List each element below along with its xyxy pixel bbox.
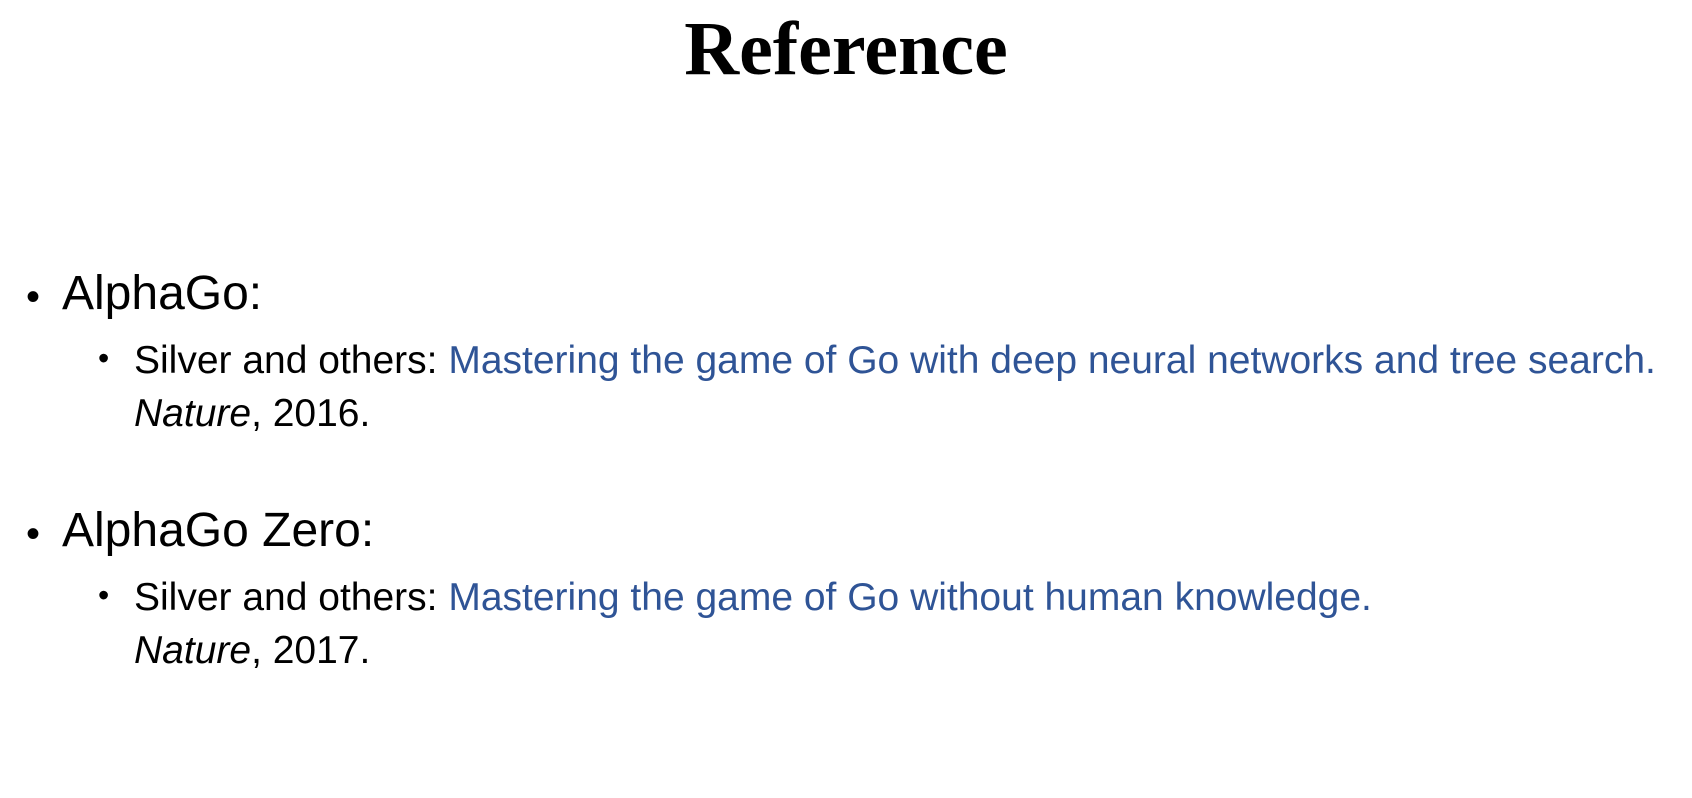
reference-heading: AlphaGo Zero: [62, 504, 375, 557]
citation-authors: Silver and others: [134, 576, 438, 619]
citation-paper-title: Mastering the game of Go without human knowledge. [448, 576, 1372, 619]
citation-year: , 2016. [251, 392, 371, 435]
citation-authors: Silver and others: [134, 339, 438, 382]
sub-bullet-icon: • [98, 340, 110, 376]
page-title: Reference [684, 7, 1008, 91]
citation-journal: Nature [134, 629, 252, 672]
citation [134, 571, 1674, 677]
bullet-icon: • [26, 275, 41, 319]
citation-paper-title: Mastering the game of Go with deep neural networks and tree search. [448, 339, 1656, 382]
citation [134, 334, 1674, 440]
citation-journal: Nature [134, 392, 252, 435]
citation-year: , 2017. [251, 629, 371, 672]
sub-bullet-icon: • [98, 577, 110, 613]
bullet-icon: • [26, 512, 41, 556]
reference-heading: AlphaGo: [62, 267, 263, 320]
